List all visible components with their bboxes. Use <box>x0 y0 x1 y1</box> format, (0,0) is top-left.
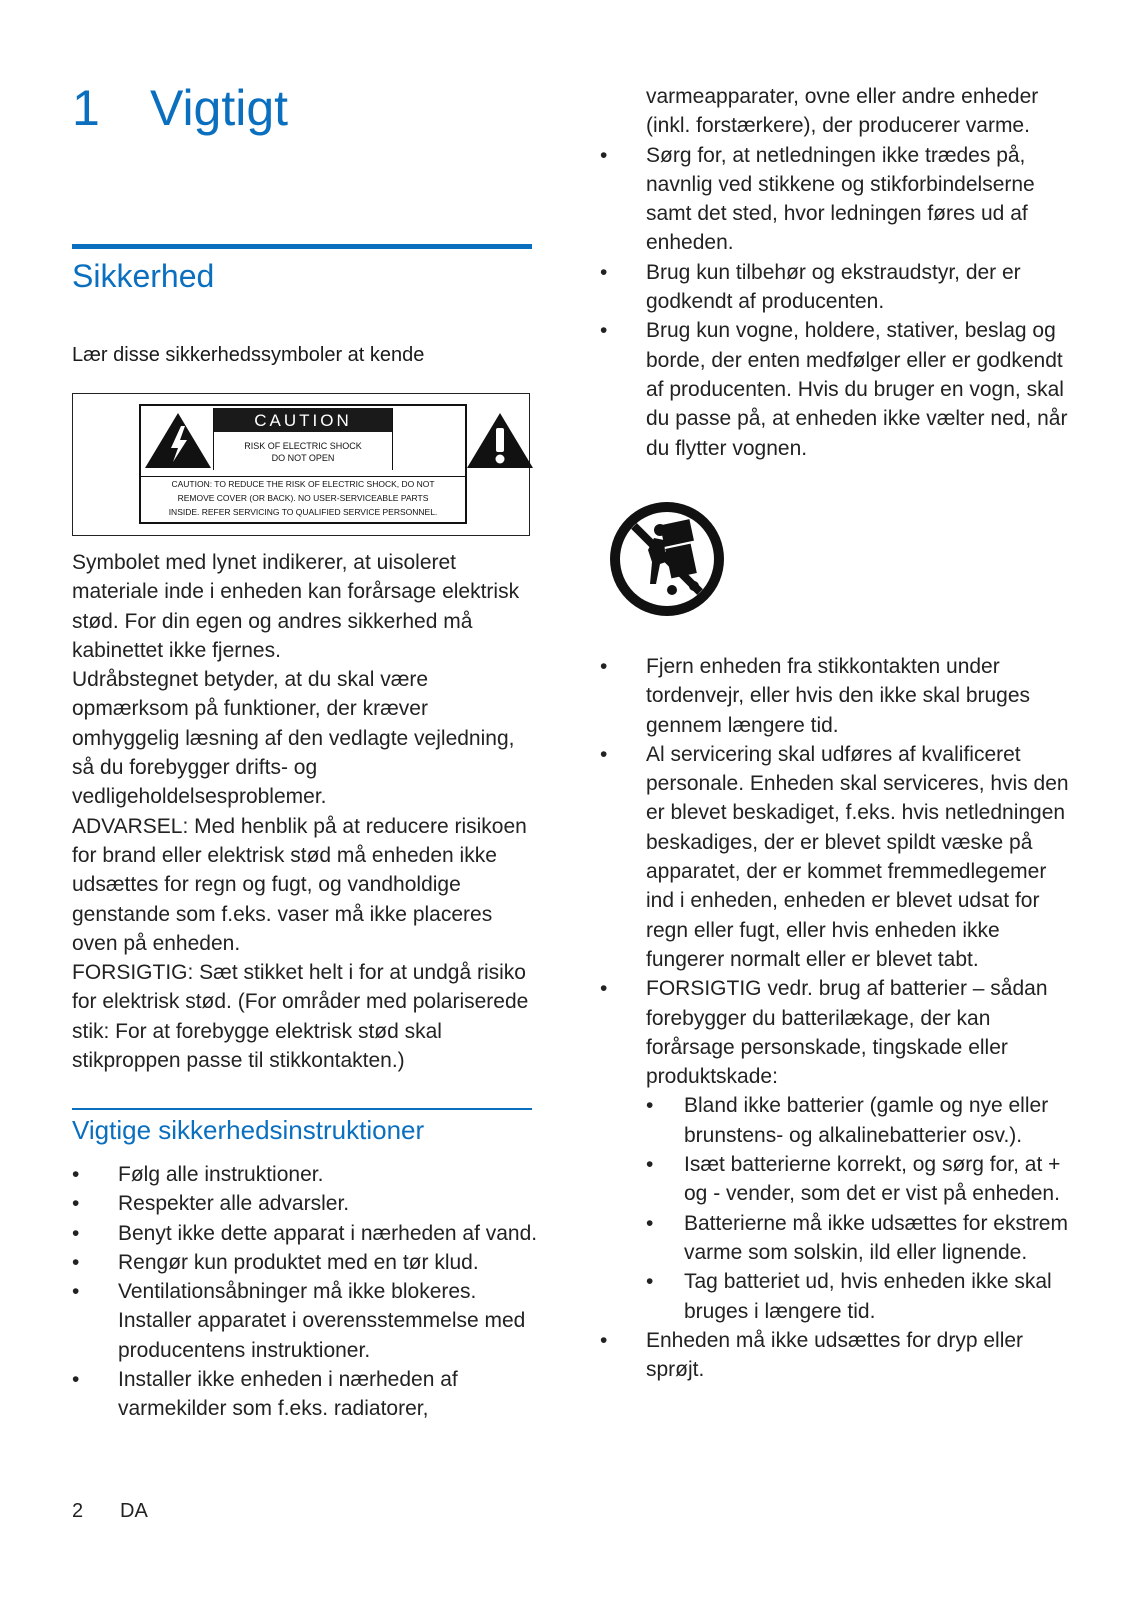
caution-label <box>139 404 467 524</box>
sublist-item: • Isæt batterierne korrekt, og sørg for, at + og - vender, som det er vist på enheden. <box>646 1153 1061 1206</box>
chapter-title-text: Vigtigt <box>150 80 289 136</box>
risk-line-1: RISK OF ELECTRIC SHOCK <box>244 441 362 451</box>
caution-bottom-line-1: CAUTION: TO REDUCE THE RISK OF ELECTRIC SHOCK, DO NOT <box>171 479 435 489</box>
list-item: • Fjern enheden fra stikkontakten under tordenvejr, eller hvis den ikke skal bruges gennem længere tid. <box>600 655 1031 737</box>
paragraph-caution: FORSIGTIG: Sæt stikket helt i for at undgå risiko for elektrisk stød. (For områder med polariserede stik: For at forebygge elektrisk stød skal stikproppen passe til stikkontakten.) <box>72 961 529 1073</box>
list-item-continuation: varmeapparater, ovne eller andre enheder (inkl. forstærkere), der producerer varme. <box>646 85 1039 138</box>
subsection-rule <box>72 1108 532 1110</box>
list-item: • Benyt ikke dette apparat i nærheden af vand. <box>72 1221 538 1245</box>
subsection-title: Vigtige sikkerhedsinstruktioner <box>72 1115 425 1145</box>
paragraph-lightning: Symbolet med lynet indikerer, at uisoleret materiale inde i enheden kan forårsage elektrisk stød. For din egen og andres sikkerhed må kabinettet ikke fjernes. <box>72 551 520 662</box>
list-item: • Brug kun tilbehør og ekstraudstyr, der er godkendt af producenten. <box>600 260 1021 314</box>
section-rule <box>72 244 532 249</box>
chapter-number: 1 <box>72 80 100 136</box>
list-item: • Følg alle instruktioner. <box>72 1163 324 1186</box>
safety-paragraphs <box>72 548 532 1075</box>
paragraph-warning: ADVARSEL: Med henblik på at reducere risikoen for brand eller elektrisk stød må enheden ikke udsættes for regn og fugt, og vandholdige genstande som f.eks. vaser må ikke placeres oven på enheden. <box>72 814 527 955</box>
list-item: • Ventilationsåbninger må ikke blokeres. Installer apparatet i overensstemmelse med producentens instruktioner. <box>72 1280 526 1362</box>
list-item: • Rengør kun produktet med en tør klud. <box>72 1250 479 1274</box>
exclamation-warning-icon <box>465 410 535 470</box>
caution-bottom-line-2: REMOVE COVER (OR BACK). NO USER-SERVICEABLE PARTS <box>177 493 429 503</box>
chapter-title <box>72 76 288 140</box>
list-item: • Installer ikke enheden i nærheden af varmekilder som f.eks. radiatorer, <box>72 1368 458 1421</box>
instructions-list-left <box>72 1160 540 1424</box>
list-item: • Sørg for, at netledningen ikke trædes på, navnlig ved stikkene og stikforbindelserne samt det sted, hvor ledningen føres ud af enheden. <box>600 143 1035 255</box>
list-item: • FORSIGTIG vedr. brug af batterier – sådan forebygger du batterilækage, der kan forårsage personskade, tingskade eller produktskade: • Bland ikke batterier (gamle og nye eller brunstens- og alkalinebatterier osv.). • Isæt batterierne korrekt, og sørg for, at + og - vender, som det er vist på enheden. • Batterierne må ikke udsættes for ekstrem varme som solskin, ild eller lignende. • Tag batteriet ud, hvis enheden ikke skal bruges i længere tid. <box>600 974 1070 1326</box>
list-item: • Brug kun vogne, holdere, stativer, beslag og borde, der enten medfølger eller er godkendt af producenten. Hvis du bruger en vogn, skal du passe på, at enheden ikke vælter ned, når du flytter vognen. <box>600 319 1068 460</box>
page-number: 2 <box>72 1500 84 1522</box>
instructions-list-right-top <box>600 82 1070 463</box>
caution-label-frame <box>72 393 530 536</box>
paragraph-exclamation: Udråbstegnet betyder, at du skal være opmærksom på funktioner, der kræver omhyggelig læsning af den vedlagte vejledning, så du forebygger drifts- og vedligeholdelsesproblemer. <box>72 668 515 809</box>
sublist-item: • Batterierne må ikke udsættes for ekstrem varme som solskin, ild eller lignende. <box>646 1211 1068 1264</box>
instructions-list-right-bottom <box>600 652 1070 1384</box>
learn-symbols-label: Lær disse sikkerhedssymboler at kende <box>72 344 425 366</box>
language-code: DA <box>120 1500 148 1522</box>
list-item: • Enheden må ikke udsættes for dryp eller sprøjt. <box>600 1328 1024 1382</box>
risk-line-2: DO NOT OPEN <box>271 453 335 463</box>
list-item: • Al servicering skal udføres af kvalificeret personale. Enheden skal serviceres, hvis den er blevet beskadiget, f.eks. hvis netledningen beskadiges, der er blevet spildt væske på apparatet, der er kommet fremmedlegemer ind i enheden, enheden er blevet udsat for regn eller fugt, eller hvis enheden ikke fungerer normalt eller er blevet tabt. <box>600 742 1069 971</box>
caution-center-panel <box>213 408 393 470</box>
caution-banner: CAUTION <box>214 408 392 432</box>
battery-sublist <box>646 1091 1070 1325</box>
sublist-item: • Tag batteriet ud, hvis enheden ikke skal bruges i længere tid. <box>646 1270 1052 1323</box>
caution-bottom-text <box>141 476 465 523</box>
lightning-warning-icon <box>143 410 213 470</box>
cart-tip-over-warning-icon <box>608 500 726 618</box>
sublist-item: • Bland ikke batterier (gamle og nye eller brunstens- og alkalinebatterier osv.). <box>646 1094 1049 1147</box>
section-title: Sikkerhed <box>72 258 215 294</box>
list-item: • Respekter alle advarsler. <box>72 1192 350 1216</box>
caution-bottom-line-3: INSIDE. REFER SERVICING TO QUALIFIED SERVICE PERSONNEL. <box>168 507 438 517</box>
